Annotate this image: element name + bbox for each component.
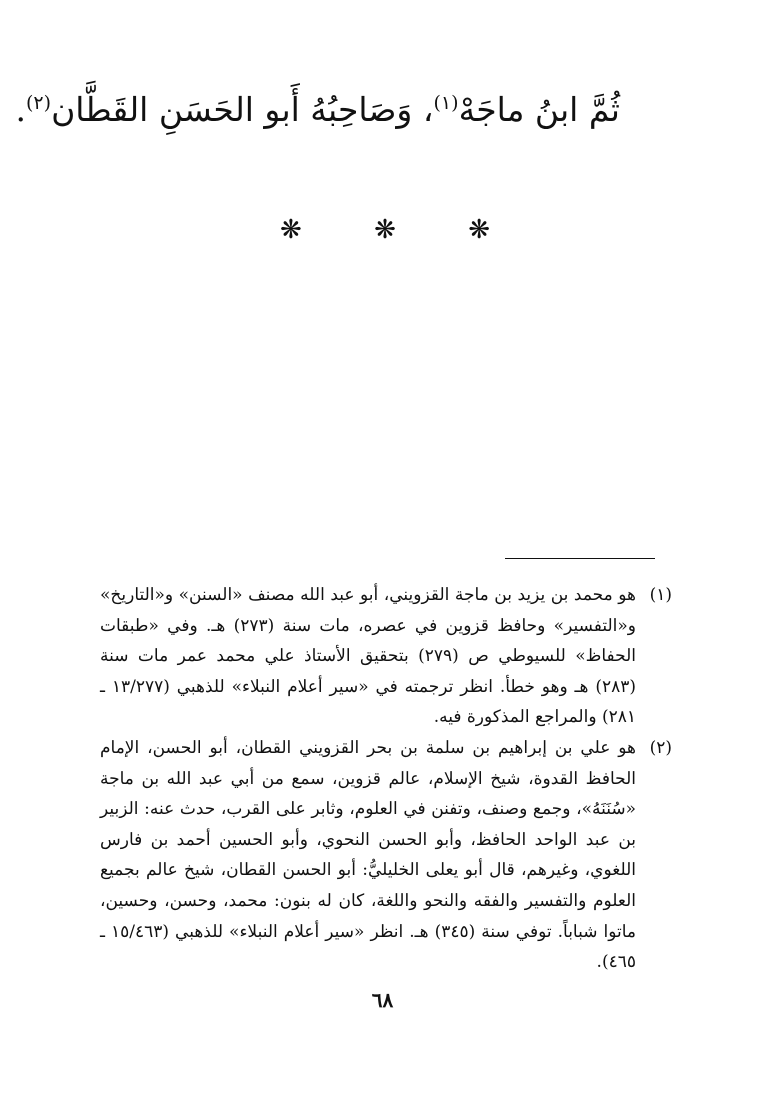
footnote-2 [100,733,672,978]
footnotes-section [100,580,672,978]
main-text-end: . [15,90,26,129]
footnote-number: (١) [649,585,672,605]
asterism-mark: ❋ [374,215,396,245]
footnote-text: هو محمد بن يزيد بن ماجة القزويني، أبو عبد الله مصنف «السنن» و«التاريخ» و«التفسير» وحافظ قزوين في عصره، مات سنة (٢٧٣) هـ. وفي «طبقات الحفاظ» للسيوطي ص (٢٧٩) بتحقيق الأستاذ علي محمد عمر مات سنة (٢٨٣) هـ وهو خطأ. انظر ترجمته في «سير أعلام النبلاء» للذهبي (١٣/٢٧٧ ـ ٢٨١) والمراجع المذكورة فيه. [100,585,637,728]
footnote-text: هو علي بن إبراهيم بن سلمة بن بحر القزويني القطان، أبو الحسن، الإمام الحافظ القدوة، شيخ الإسلام، عالم قزوين، سمع من أبي عبد الله بن ماجة «سُنَنَهُ»، وجمع وصنف، وتفنن في العلوم، وثابر على القرب، حدث عنه: الزبير بن عبد الواحد الحافظ، وأبو الحسن النحوي، وأبو الحسين أحمد بن فارس اللغوي، وغيرهم، قال أبو يعلى الخليليُّ: أبو الحسن القطان، شيخ عالم بجميع العلوم والتفسير والفقه والنحو واللغة، كان له بنون: محمد، وحسن، وحسين، ماتوا شباباً. توفي سنة (٣٤٥) هـ. انظر «سير أعلام النبلاء» للذهبي (١٥/٤٦٣ ـ ٤٦٥). [100,737,637,973]
page-number: ٦٨ [371,988,394,1012]
main-text-part-1: ثُمَّ ابنُ ماجَهْ [458,90,620,129]
footnote-1 [100,580,672,733]
footnote-number: (٢) [649,737,672,758]
footnote-ref-1: (١) [433,92,459,114]
main-text-line [15,78,620,135]
section-separator [280,210,490,250]
footnote-ref-2: (٢) [26,92,52,114]
asterism-mark: ❋ [468,215,490,245]
main-text-part-2: ، وَصَاحِبُهُ أَبو الحَسَنِ القَطَّان [51,90,434,129]
footnote-divider [505,558,655,559]
asterism-mark: ❋ [280,215,302,245]
